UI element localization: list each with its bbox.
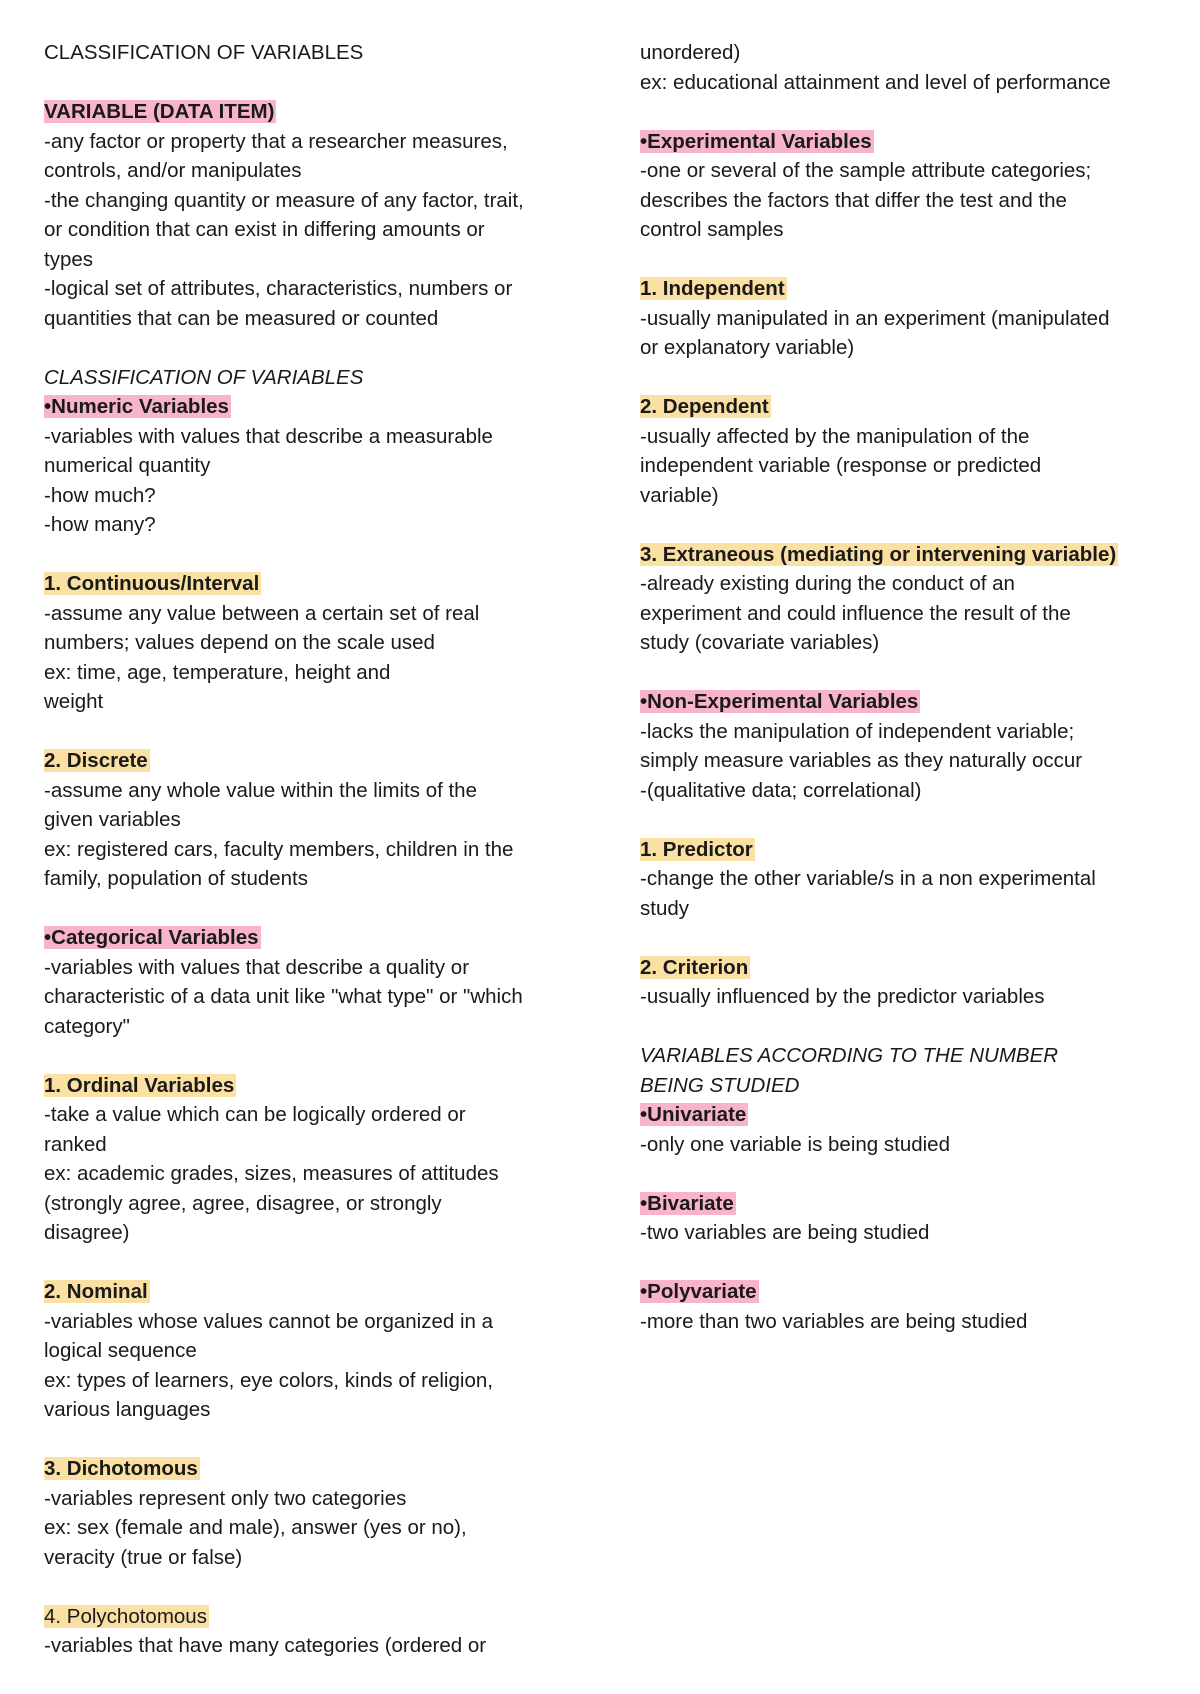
heading-numeric-variables: •Numeric Variables [44,395,229,418]
spacer [640,805,1175,835]
right-column [640,38,1175,1336]
heading-categorical-variables: •Categorical Variables [44,926,259,949]
heading-line [44,569,589,599]
body-text: various languages [44,1398,211,1421]
body-text: -variables represent only two categories [44,1486,407,1510]
heading-variable-data-item: VARIABLE (DATA ITEM) [44,100,275,123]
heading-line [640,835,1175,865]
spacer [44,1248,589,1278]
heading-2-discrete: 2. Discrete [44,749,148,772]
body-text: controls, and/or manipulates [44,159,302,182]
body-text: (strongly agree, agree, disagree, or strongly [44,1191,442,1215]
body-text: ex: sex (female and male), answer (yes or no), [44,1516,467,1539]
spacer [640,97,1175,127]
heading-line [640,1277,1175,1307]
heading-bivariate: •Bivariate [640,1191,734,1215]
body-text: -(qualitative data; correlational) [640,778,922,802]
body-text: -change the other variable/s in a non experimental [640,867,1096,890]
heading-line [44,746,589,776]
body-text: or condition that can exist in differing amounts or [44,218,485,241]
body-text: ex: types of learners, eye colors, kinds of religion, [44,1368,493,1392]
body-text: -assume any whole value within the limits of the [44,778,477,802]
body-text: describes the factors that differ the test and the [640,188,1067,212]
body-text: -logical set of attributes, characteristics, numbers or [44,277,513,300]
heading-line [44,1071,589,1101]
body-text: -take a value which can be logically ordered or [44,1103,466,1126]
spacer [640,1012,1175,1042]
spacer [44,1425,589,1455]
heading-1-ordinal-variables: 1. Ordinal Variables [44,1073,235,1097]
body-text: variable) [640,483,719,507]
body-text: -usually manipulated in an experiment (manipulated [640,306,1110,330]
body-text: simply measure variables as they naturally occur [640,749,1083,772]
body-text: -how much? [44,483,156,507]
heading-line [44,1602,589,1632]
spacer [44,1572,589,1602]
body-text: ex: time, age, temperature, height and [44,660,391,684]
body-text: disagree) [44,1221,130,1244]
body-text: veracity (true or false) [44,1545,243,1569]
body-text: category" [44,1014,130,1038]
body-text: unordered) [640,41,741,64]
spacer [44,894,589,924]
body-text: or explanatory variable) [640,336,855,359]
body-text: -the changing quantity or measure of any factor, trait, [44,188,524,212]
section-label: CLASSIFICATION OF VARIABLES [44,365,364,389]
heading-line [640,687,1175,717]
body-text: types [44,247,93,271]
heading-4-polychotomous: 4. Polychotomous [44,1604,207,1628]
spacer [640,245,1175,275]
body-text: independent variable (response or predicted [640,454,1042,477]
body-text: -lacks the manipulation of independent variable; [640,719,1075,743]
heading-line [640,274,1175,304]
heading-line [44,392,589,422]
body-text: -already existing during the conduct of an [640,572,1015,595]
heading-line [44,923,589,953]
body-text: numbers; values depend on the scale used [44,631,435,654]
body-text: ex: academic grades, sizes, measures of attitudes [44,1162,499,1185]
body-text: -how many? [44,513,156,536]
heading-2-nominal: 2. Nominal [44,1280,148,1303]
body-text: numerical quantity [44,454,211,477]
heading-polyvariate: •Polyvariate [640,1280,757,1303]
spacer [44,333,589,363]
body-text: study (covariate variables) [640,631,880,654]
heading-line [640,392,1175,422]
body-text: CLASSIFICATION OF VARIABLES [44,41,364,64]
heading-line [44,1454,589,1484]
body-text: -one or several of the sample attribute categories; [640,159,1092,182]
heading-univariate: •Univariate [640,1103,747,1126]
body-text: -any factor or property that a researcher measures, [44,129,508,153]
heading-line [640,1189,1175,1219]
heading-line [640,953,1175,983]
heading-1-predictor: 1. Predictor [640,837,753,861]
heading-2-dependent: 2. Dependent [640,395,769,418]
body-text: study [640,896,689,920]
left-column [44,38,589,1661]
body-text: experiment and could influence the result of the [640,601,1071,625]
spacer [640,923,1175,953]
spacer [640,510,1175,540]
heading-3-dichotomous: 3. Dichotomous [44,1457,198,1480]
body-text: given variables [44,808,181,831]
body-text: quantities that can be measured or counted [44,306,439,330]
body-text: control samples [640,218,784,241]
heading-line [44,97,589,127]
body-text: -variables with values that describe a measurable [44,424,493,448]
heading-line [44,1277,589,1307]
heading-experimental-variables: •Experimental Variables [640,129,872,153]
body-text: -two variables are being studied [640,1221,930,1244]
body-text: ex: educational attainment and level of performance [640,70,1111,94]
body-text: family, population of students [44,867,308,890]
section-label: BEING STUDIED [640,1073,800,1097]
spacer [640,1159,1175,1189]
spacer [640,658,1175,688]
body-text: -variables whose values cannot be organized in a [44,1309,493,1333]
heading-1-independent: 1. Independent [640,277,785,300]
heading-line [640,127,1175,157]
body-text: -usually affected by the manipulation of the [640,424,1030,448]
body-text: -more than two variables are being studied [640,1309,1028,1333]
body-text: ranked [44,1132,107,1156]
body-text: weight [44,690,104,713]
body-text: characteristic of a data unit like "what type" or "which [44,985,523,1008]
body-text: ex: registered cars, faculty members, children in the [44,837,514,861]
heading-3-extraneous-mediating-or-intervening-va: 3. Extraneous (mediating or intervening variable) [640,542,1117,566]
body-text: -only one variable is being studied [640,1132,950,1156]
body-text: -variables that have many categories (ordered or [44,1634,487,1657]
spacer [44,1041,589,1071]
spacer [44,540,589,570]
body-text: logical sequence [44,1339,197,1362]
heading-line [640,540,1175,570]
heading-1-continuous-interval: 1. Continuous/Interval [44,572,260,595]
body-text: -variables with values that describe a quality or [44,955,470,979]
heading-2-criterion: 2. Criterion [640,955,749,979]
spacer [44,717,589,747]
body-text: -assume any value between a certain set of real [44,601,480,625]
body-text: -usually influenced by the predictor variables [640,985,1045,1008]
spacer [640,1248,1175,1278]
heading-line [640,1100,1175,1130]
heading-non-experimental-variables: •Non-Experimental Variables [640,690,919,713]
section-label: VARIABLES ACCORDING TO THE NUMBER [640,1044,1059,1067]
spacer [640,363,1175,393]
spacer [44,68,589,98]
